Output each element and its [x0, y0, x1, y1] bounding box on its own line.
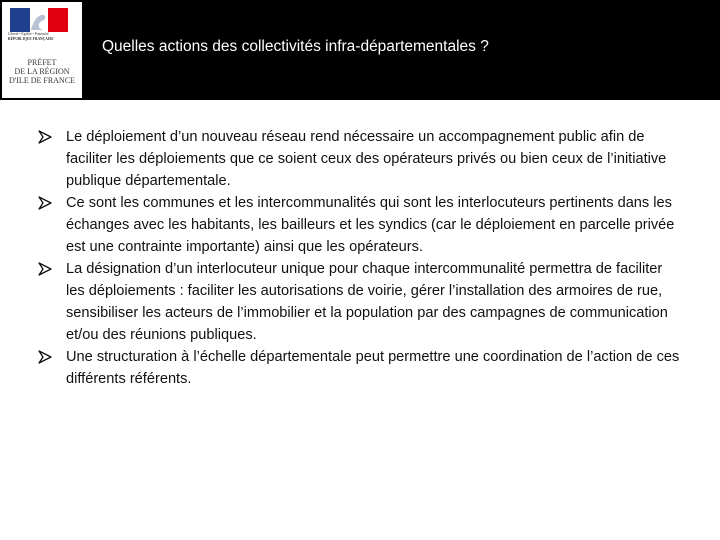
arrow-bullet-icon [38, 350, 52, 364]
list-item [38, 192, 683, 258]
prefet-line: PRÉFET [27, 58, 57, 67]
republic-text: RÉPUBLIQUE FRANÇAISE [8, 36, 54, 41]
page-title: Quelles actions des collectivités infra-départementales ? [102, 38, 489, 55]
header-bar [0, 0, 720, 100]
arrow-bullet-icon [38, 196, 52, 210]
bullet-text: La désignation d’un interlocuteur unique pour chaque intercommunalité permettra de faciliter les déploiements : faciliter les autorisations de voirie, gérer l’installation des armoires de rue, sensibiliser les acteurs de l’immobilier et la population par des campagnes de communication et/ou des réunions publiques. [66, 261, 668, 343]
bullet-text: Le déploiement d’un nouveau réseau rend nécessaire un accompagnement public afin de faciliter les déploiements que ce soient ceux des opérateurs privés ou bien ceux de l’initiative publique départementale. [66, 129, 667, 189]
list-item [38, 258, 683, 346]
arrow-bullet-icon [38, 130, 52, 144]
republic-caption [8, 32, 74, 41]
prefet-line: DE LA RÉGION [14, 67, 70, 76]
prefet-caption [4, 58, 80, 85]
prefet-line: D'ILE DE FRANCE [9, 76, 75, 85]
list-item [38, 126, 683, 192]
marianne-flag-icon [10, 8, 68, 32]
bullet-text: Ce sont les communes et les intercommunalités qui sont les interlocuteurs pertinents dans les échanges avec les habitants, les bailleurs et les syndics (car le déploiement en parcelle privée est une contrainte importante) ainsi que les opérateurs. [66, 195, 675, 255]
arrow-bullet-icon [38, 262, 52, 276]
bullet-list [38, 126, 683, 390]
prefecture-logo [2, 2, 82, 98]
list-item [38, 346, 683, 390]
bullet-text: Une structuration à l’échelle départementale peut permettre une coordination de l’action de ces différents référents. [66, 349, 680, 387]
motto-text: Liberté • Égalité • Fraternité [8, 32, 49, 36]
